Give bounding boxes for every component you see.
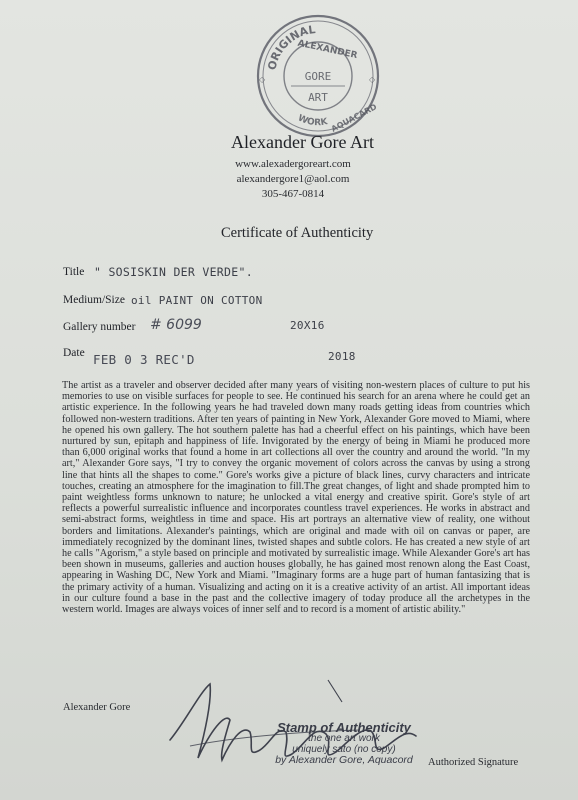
auth-stamp-line-2: the one art work xyxy=(308,733,380,744)
gallery-number-value: # 6099 xyxy=(150,317,202,333)
auth-stamp-line-4: by Alexander Gore, Aquacord xyxy=(275,754,413,766)
stamp-diamond-right-icon: ◇ xyxy=(369,75,376,84)
brand-name: Alexander Gore Art xyxy=(231,132,374,152)
website-text: www.alexadergoreart.com xyxy=(235,158,351,170)
auth-stamp-line-3: uniquely sato (no copy) xyxy=(292,744,396,755)
stamp-ring-bottom: WORK xyxy=(296,113,329,129)
gallery-number-label: Gallery number xyxy=(63,321,136,333)
medium-label: Medium/Size xyxy=(63,294,125,306)
stamp-diamond-left-icon: ◇ xyxy=(259,75,266,84)
stamp-ring-aquacard: AQUACARD xyxy=(329,102,379,134)
svg-text:WORK xyxy=(296,113,329,128)
phone-text: 305-467-0814 xyxy=(261,188,325,200)
date-received-stamp: FEB 0 3 REC'D xyxy=(93,352,195,367)
medium-value: oil PAINT ON COTTON xyxy=(131,294,263,307)
signer-name: Alexander Gore xyxy=(63,702,131,713)
stamp-ring-name: ALEXANDER xyxy=(296,38,359,62)
stamp-line-gore: GORE xyxy=(304,70,332,83)
contact-block xyxy=(218,157,368,202)
artist-statement: The artist as a traveler and observer decided after many years of visiting non-western places of culture to put his memories to use on visible surfaces for people to see. He continued his search for an arena where he could get an artistic experience. In the following years he had traveled down many roads getting ideas from countries which followed non-western traditions. After ten years of painting in New York, Alexander Gore moved to Miami, where he opened his own gallery. The hot southern palette has had a cheerful effect on his paintings, which have been nurtured by sun, epitaph and happiness of life. Invigorated by the energy of being in Miami he produced more than 6,000 original works that found a home in art collections all over the country and around the world. "In my art," Alexander Gore says, "I try to convey the organic movement of colors across the canvas by using a strong line that hints all the shapes to come." Gore's works give a picture of black lines, curvy characters and intricate touches, creating an atmosphere for the imagination to fill.The great changes, of light and shade prompted him to paint weightless forms unknown to nature; he unlocked a vital energy and creative spirit. Gore's style of art reflects a powerful surrealistic influence and incorporates countless travel experiences. He works in abstract and semi-abstract forms, weightless in time and space. His art portrays an alternative view of reality, one without borders and limitations. Alexander's paintings, which are original and made with oil on canvas or paper, are immediately recognized by the dominant lines, twisted shapes and subtle colors. He has created a new style of art he calls "Agorism," a style based on principle and motivated by surrealistic image. While Alexander Gore's art has been shown in museums, galleries and auction houses globally, he has gained most renown along the East Coast, appearing in Washing DC, New York and Miami. "Imaginary forms are a huge part of human fantasizing that is the primary activity of a human. Visualizing and acting on it is a creative activity of an artist. All important ideas in our culture found a base in the past and the collective imagery of today produce all the archetypes in the western world. Images are always voices of inner self and to record is a moment of artistic ability." xyxy=(62,380,530,616)
title-label: Title xyxy=(63,266,85,278)
size-value: 20X16 xyxy=(290,319,325,332)
certificate-title: Certificate of Authenticity xyxy=(221,225,374,241)
date-label: Date xyxy=(63,347,85,359)
stamp-line-art: ART xyxy=(308,91,328,104)
stamp-ring-top: ORIGINAL xyxy=(265,23,317,72)
authenticity-stamp xyxy=(264,722,424,766)
year-value: 2018 xyxy=(328,350,356,363)
authorized-signature-label: Authorized Signature xyxy=(428,757,519,768)
email-text: alexandergore1@aol.com xyxy=(236,173,350,185)
artist-seal-stamp xyxy=(253,4,383,149)
auth-stamp-line-1: Stamp of Authenticity xyxy=(277,720,411,735)
title-value: " SOSISKIN DER VERDE". xyxy=(94,265,253,279)
